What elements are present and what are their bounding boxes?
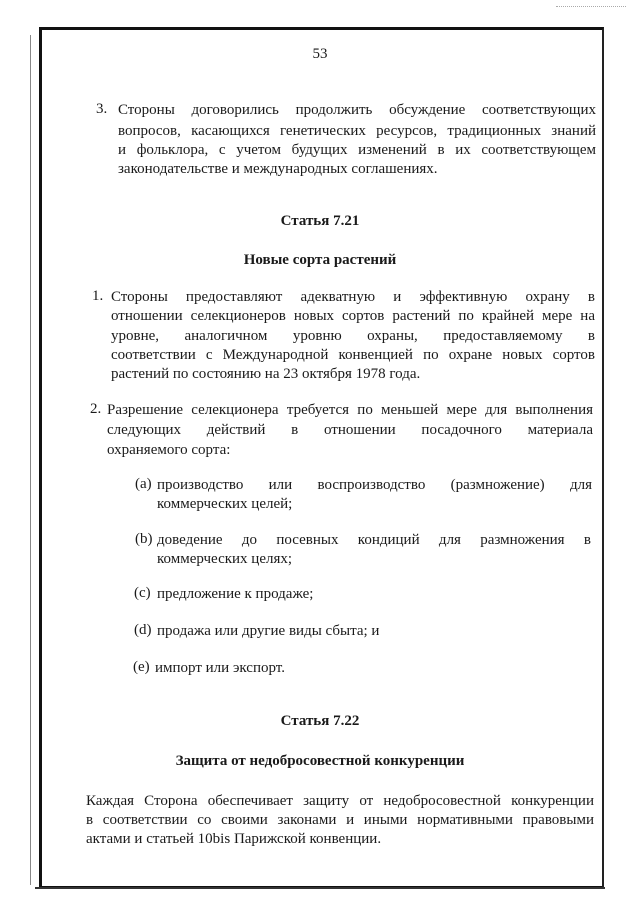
item-b-line-2: коммерческих целях; xyxy=(157,551,293,567)
item-d-line-1: продажа или другие виды сбыта; и xyxy=(157,623,380,639)
page-border-bottom xyxy=(35,887,605,889)
para3-line-4: законодательстве и международных соглашениях. xyxy=(118,161,438,177)
item-c-line-1: предложение к продаже; xyxy=(157,586,314,602)
item-b-label: (b) xyxy=(135,531,153,547)
article-7-21-subtitle: Новые сорта растений xyxy=(243,252,397,268)
article-7-21-p2-line-1: Разрешение селекционера требуется по меньшей мере для выполнения xyxy=(107,402,593,418)
item-c-label: (c) xyxy=(134,585,151,601)
article-7-21-p1-line-4: соответствии с Международной конвенцией по охране новых сортов xyxy=(111,347,595,363)
article-7-21-p1-line-5: растений по состоянию на 23 октября 1978 года. xyxy=(111,366,421,382)
article-7-21-p1-line-2: отношении селекционеров новых сортов растений по крайней мере на xyxy=(111,308,595,324)
article-7-22-line-3: актами и статьей 10bis Парижской конвенции. xyxy=(86,831,382,847)
item-a-label: (a) xyxy=(135,476,152,492)
item-b-line-1: доведение до посевных кондиций для размножения в xyxy=(157,532,591,548)
item-a-line-1: производство или воспроизводство (размножение) для xyxy=(157,477,592,493)
page-number: 53 xyxy=(312,46,328,62)
scan-artifact xyxy=(556,6,626,13)
article-7-22-subtitle: Защита от недобросовестной конкуренции xyxy=(175,753,465,769)
article-7-21-p1-line-3: уровне, аналогичном уровню охраны, предоставляемому в xyxy=(111,328,595,344)
item-e-label: (e) xyxy=(133,659,150,675)
para3-line-2: вопросов, касающихся генетических ресурсов, традиционных знаний xyxy=(118,123,596,139)
article-7-21-p2-number: 2. xyxy=(90,401,102,417)
article-7-22-line-2: в соответствии со своими законами и иными нормативными правовыми xyxy=(86,812,594,828)
item-a-line-2: коммерческих целей; xyxy=(157,496,293,512)
article-7-22-title: Статья 7.22 xyxy=(280,713,360,729)
item-e-line-1: импорт или экспорт. xyxy=(155,660,285,676)
item-d-label: (d) xyxy=(134,622,152,638)
para3-line-3: и фольклора, с учетом будущих изменений в их соответствующем xyxy=(118,142,596,158)
article-7-21-p1-number: 1. xyxy=(92,288,104,304)
para3-line-1: Стороны договорились продолжить обсуждение соответствующих xyxy=(118,102,596,118)
article-7-22-line-1: Каждая Сторона обеспечивает защиту от недобросовестной конкуренции xyxy=(86,793,594,809)
article-7-21-p1-line-1: Стороны предоставляют адекватную и эффективную охрану в xyxy=(111,289,595,305)
article-7-21-p2-line-3: охраняемого сорта: xyxy=(107,442,231,458)
para3-number: 3. xyxy=(96,101,108,117)
article-7-21-p2-line-2: следующих действий в отношении посадочного материала xyxy=(107,422,593,438)
article-7-21-title: Статья 7.21 xyxy=(280,213,360,229)
